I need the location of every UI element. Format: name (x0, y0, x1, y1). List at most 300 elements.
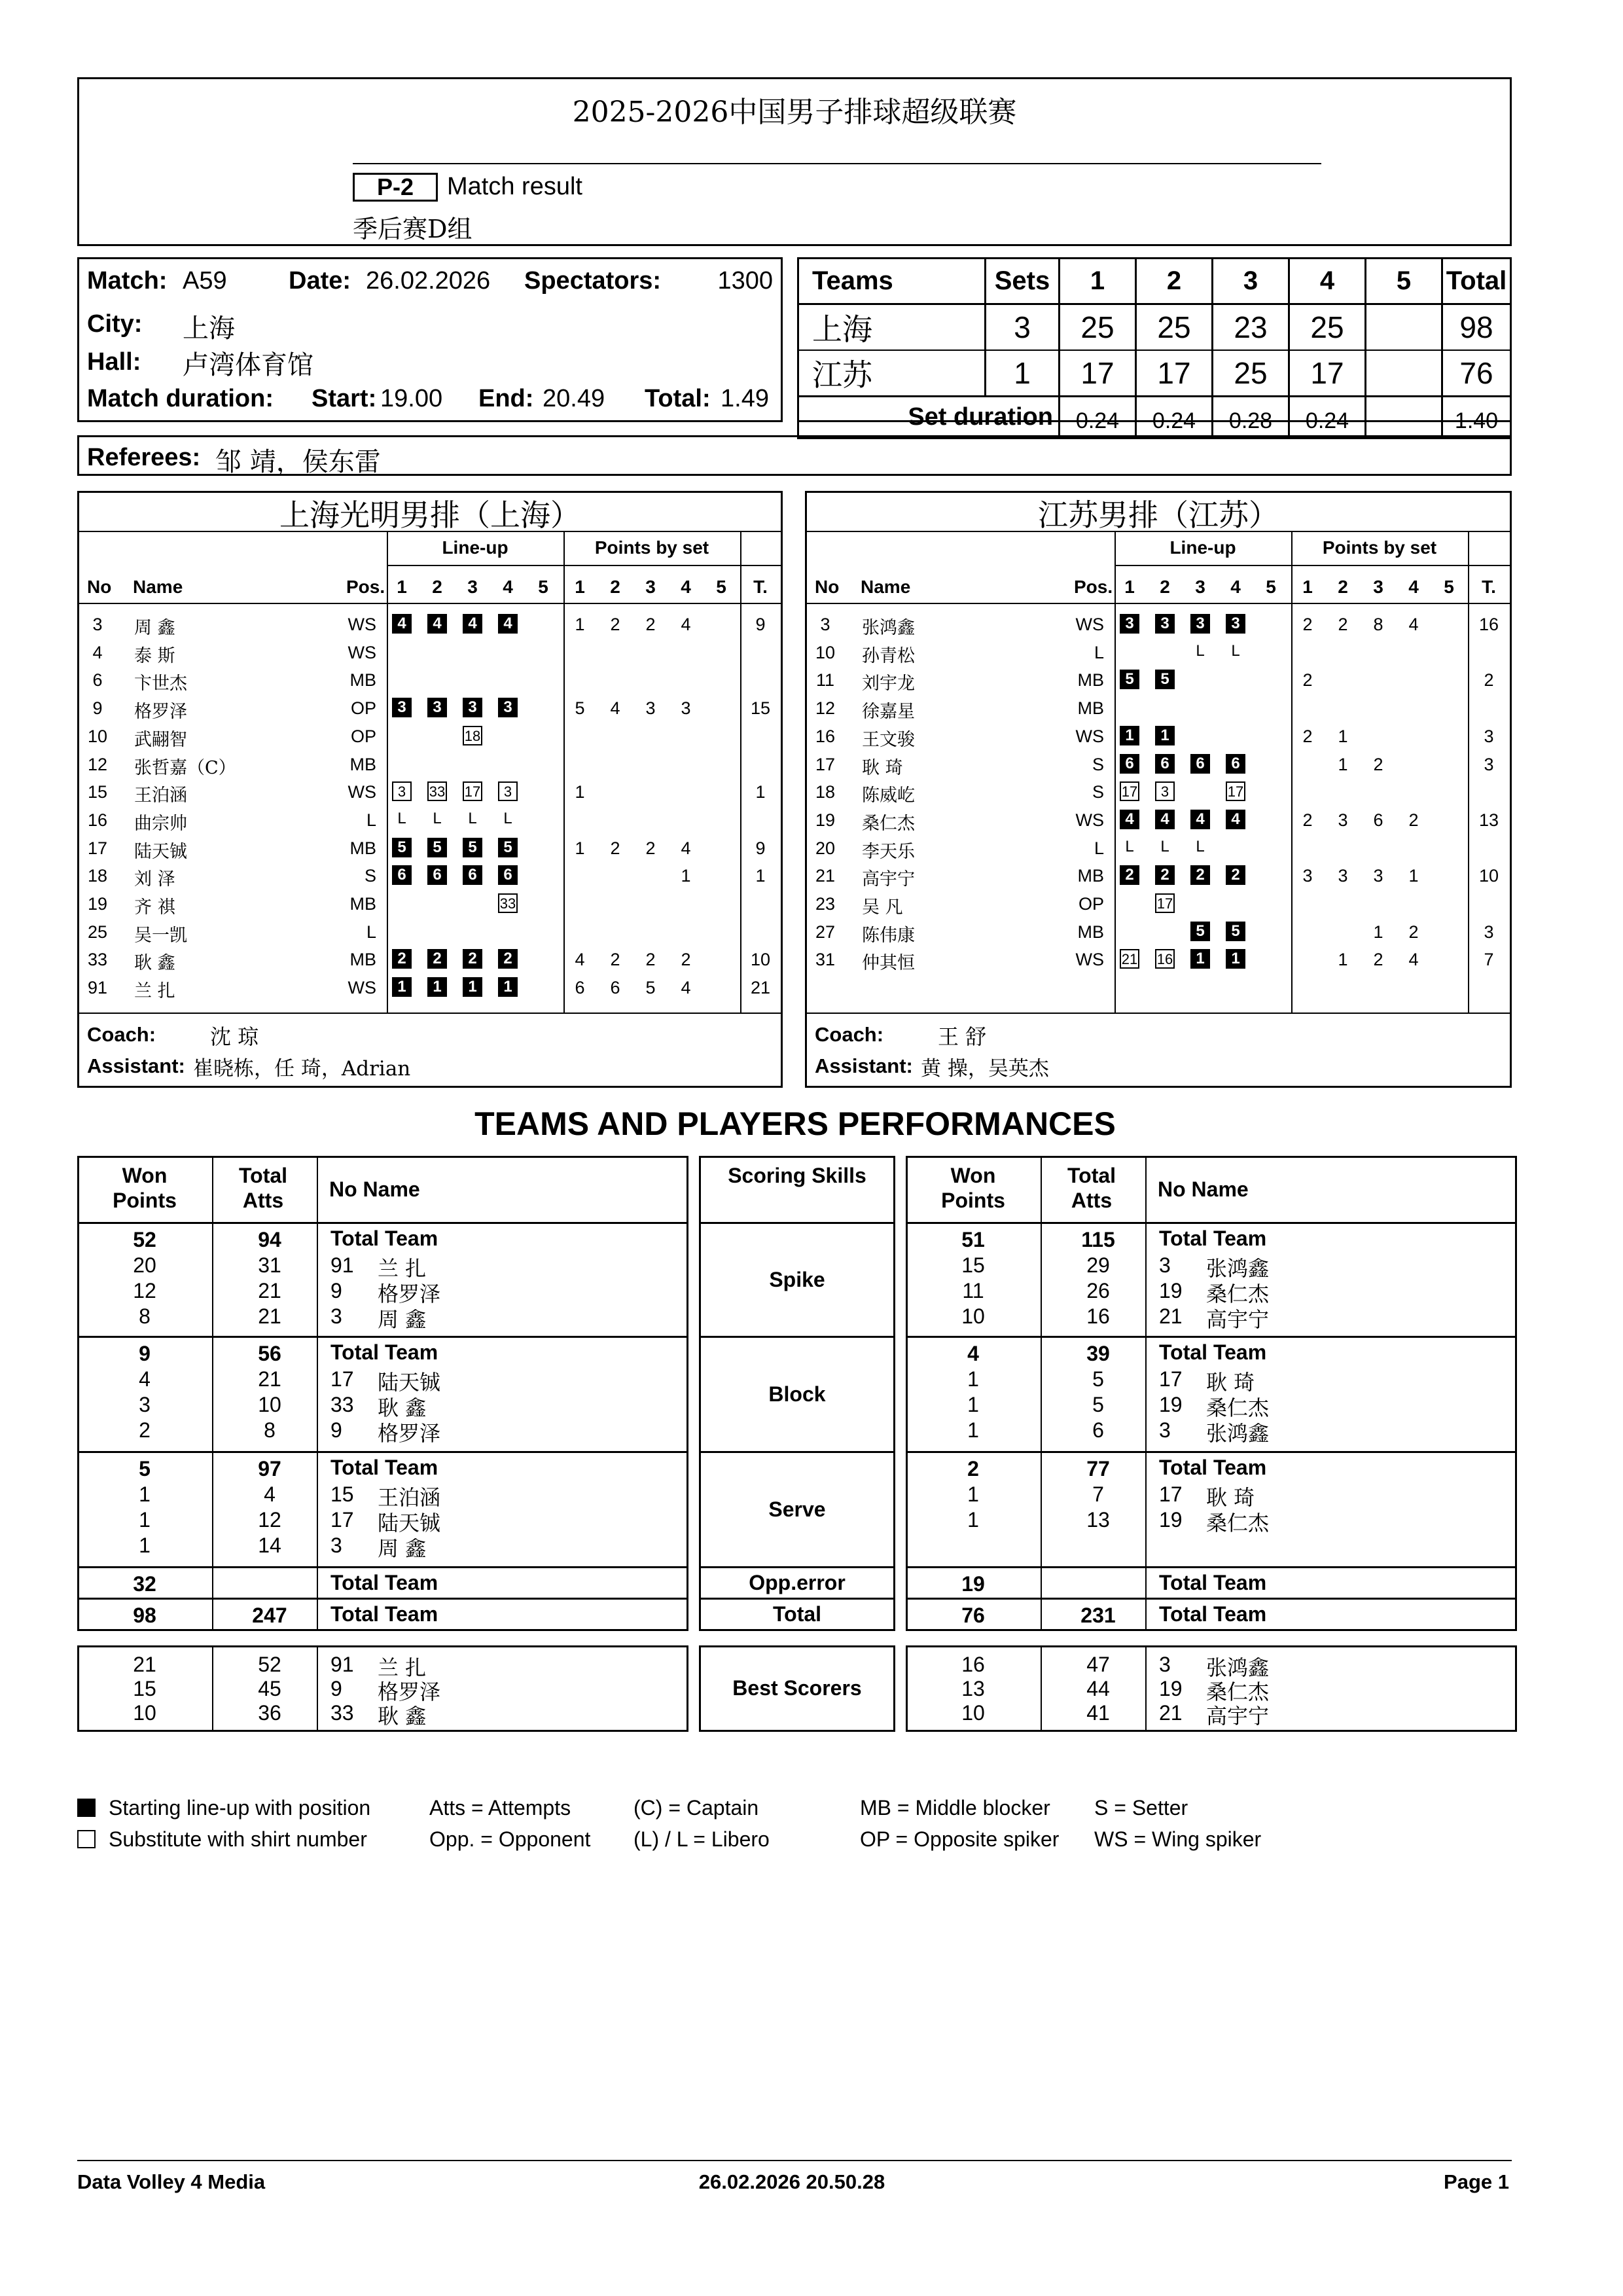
lineup-set-header: 2 (1160, 577, 1170, 597)
won-points: 21 (133, 1653, 156, 1676)
points-set-header: 3 (645, 577, 656, 597)
score-away-total: 76 (1442, 350, 1511, 397)
starting-position-box: 6 (427, 865, 447, 885)
set-points: 2 (1373, 950, 1383, 970)
set-points: 5 (575, 698, 585, 719)
player-number: 23 (815, 894, 836, 914)
player-row (79, 920, 781, 946)
score-home-set4: 25 (1289, 304, 1366, 351)
date-value: 26.02.2026 (366, 267, 491, 295)
player-total-points: 1 (755, 782, 766, 802)
libero-mark: L (503, 809, 512, 827)
total-atts: 247 (252, 1604, 287, 1627)
player-position: WS (1075, 726, 1104, 746)
points-set-header: 2 (1338, 577, 1348, 597)
starting-position-box: 3 (1120, 614, 1139, 634)
score-home-set3: 23 (1213, 304, 1289, 351)
player-name: 高宇宁 (1206, 1704, 1270, 1729)
player-row (79, 612, 781, 638)
pos-header: Pos. (1074, 577, 1113, 597)
starting-position-box: 2 (1190, 865, 1210, 885)
perf-rule (212, 1647, 213, 1730)
perf-rule (1041, 1158, 1042, 1629)
player-position: OP (350, 726, 376, 746)
player-number: 20 (815, 838, 836, 858)
player-total-points: 15 (750, 698, 771, 719)
player-number: 91 (330, 1253, 354, 1277)
player-number: 3 (1159, 1653, 1171, 1676)
player-total-points: 3 (1484, 922, 1494, 942)
score-sets-home: 3 (986, 304, 1060, 351)
won-points: 1 (967, 1482, 979, 1506)
starting-position-box: 1 (463, 977, 482, 997)
score-away-set1: 17 (1060, 350, 1136, 397)
score-team-home: 上海 (798, 304, 986, 351)
starting-position-box: 1 (1226, 949, 1245, 969)
score-header-set5: 5 (1366, 259, 1442, 304)
player-number: 3 (1159, 1418, 1171, 1442)
perf-rule (701, 1336, 893, 1338)
total-atts: 4 (264, 1482, 276, 1506)
team-away-roster (805, 491, 1512, 1088)
perf-grid (906, 1156, 1517, 1631)
player-row (79, 724, 781, 750)
player-number: 19 (1159, 1393, 1183, 1416)
player-name: 兰 扎 (378, 1256, 427, 1281)
best-scorers-grid (77, 1645, 688, 1732)
total-team-label: Total Team (330, 1227, 438, 1250)
set-duration-3: 0.28 (1213, 397, 1289, 439)
player-row (807, 668, 1510, 694)
referees-box (77, 435, 1512, 476)
player-name: 陈伟康 (862, 925, 915, 946)
roster-rule (79, 1013, 781, 1014)
player-row (807, 696, 1510, 722)
starting-position-box: 3 (498, 698, 518, 717)
set-points: 4 (681, 615, 691, 634)
lineup-set-header: 1 (1124, 577, 1135, 597)
legend-ws: WS = Wing spiker (1094, 1827, 1262, 1851)
score-table (797, 257, 1512, 439)
points-set-header: 1 (575, 577, 585, 597)
total-atts: 5 (1092, 1393, 1104, 1416)
starting-position-box: 6 (1120, 754, 1139, 774)
player-row (807, 920, 1510, 946)
player-number: 17 (1159, 1482, 1183, 1506)
player-row (807, 612, 1510, 638)
starting-position-box: 5 (463, 838, 482, 857)
perf-rule (908, 1222, 1515, 1224)
libero-mark: L (1196, 641, 1205, 660)
starting-position-box: 2 (498, 949, 518, 969)
player-number: 10 (815, 642, 836, 662)
starting-position-box: 1 (1190, 949, 1210, 969)
won-points-header: Won Points (941, 1164, 1005, 1212)
player-row (79, 975, 781, 1001)
set-duration-5 (1366, 397, 1442, 439)
player-row (79, 668, 781, 694)
player-total-points: 3 (1484, 726, 1494, 746)
set-points: 3 (681, 698, 691, 719)
set-points: 1 (1338, 754, 1348, 774)
set-points: 4 (575, 950, 585, 970)
won-points: 10 (133, 1701, 156, 1725)
set-points: 1 (575, 615, 585, 634)
lineup-set-header: 5 (1266, 577, 1276, 597)
lineup-header: Line-up (1169, 537, 1236, 558)
player-number: 19 (1159, 1508, 1183, 1532)
perf-rule (701, 1598, 893, 1600)
won-points: 2 (139, 1418, 151, 1442)
name-header: Name (133, 577, 183, 597)
set-points: 2 (1302, 810, 1313, 830)
player-name: 耿 琦 (862, 757, 903, 778)
player-position: S (1092, 782, 1104, 802)
player-total-points: 9 (755, 615, 766, 634)
player-number: 3 (330, 1534, 342, 1557)
player-total-points: 7 (1484, 950, 1494, 970)
player-position: WS (348, 782, 376, 802)
total-team-label: Total Team (1159, 1456, 1267, 1479)
player-position: L (1094, 642, 1104, 662)
player-number: 19 (815, 810, 836, 830)
won-points: 15 (133, 1677, 156, 1700)
substitute-box: 16 (1155, 949, 1175, 969)
roster-rule (807, 1013, 1510, 1014)
perf-rule (79, 1222, 687, 1224)
no-header: No (87, 577, 112, 597)
no-name-header: No Name (1158, 1177, 1249, 1201)
score-away-set5 (1366, 350, 1442, 397)
won-points: 4 (139, 1367, 151, 1391)
starting-position-box: 3 (427, 698, 447, 717)
hall-value: 卢湾体育馆 (183, 350, 313, 380)
player-row (807, 724, 1510, 750)
won-points: 1 (967, 1393, 979, 1416)
set-points: 6 (575, 978, 585, 998)
libero-mark: L (468, 809, 477, 827)
points-set-header: 4 (1408, 577, 1419, 597)
match-number: A59 (183, 267, 227, 295)
total-team-label: Total Team (330, 1456, 438, 1479)
won-points-header: Won Points (113, 1164, 177, 1212)
scoring-skills-header: Scoring Skills (728, 1164, 866, 1187)
player-name: 兰 扎 (378, 1655, 427, 1680)
lineup-header: Line-up (442, 537, 508, 558)
player-number: 33 (330, 1701, 354, 1725)
total-header: T. (753, 577, 768, 597)
team-name: 上海光明男排（上海） (279, 497, 580, 533)
set-points: 1 (1338, 950, 1348, 970)
score-header-set4: 4 (1289, 259, 1366, 304)
won-points: 1 (967, 1508, 979, 1532)
won-points: 19 (961, 1572, 985, 1596)
match-info-box (77, 257, 783, 422)
referees-label: Referees: (87, 444, 201, 471)
player-name: 耿 鑫 (134, 953, 175, 974)
player-name: 桑仁杰 (1206, 1282, 1270, 1306)
starting-position-box: 6 (463, 865, 482, 885)
total-atts: 14 (258, 1534, 281, 1557)
player-row (79, 836, 781, 862)
libero-mark: L (1231, 641, 1240, 660)
player-number: 19 (1159, 1677, 1183, 1700)
coach-label: Coach: (815, 1023, 884, 1046)
set-points: 5 (645, 978, 656, 998)
player-name: 吴一凯 (134, 925, 187, 946)
total-team-label: Total Team (1159, 1227, 1267, 1250)
set-points: 2 (645, 950, 656, 970)
starting-position-box: 2 (1226, 865, 1245, 885)
set-points: 3 (1338, 810, 1348, 830)
legend-s: S = Setter (1094, 1796, 1188, 1820)
best-scorers-grid (906, 1645, 1517, 1732)
player-row (807, 752, 1510, 778)
total-team-label: Total Team (1159, 1340, 1267, 1364)
total-atts: 10 (258, 1393, 281, 1416)
perf-rule (701, 1451, 893, 1453)
starting-position-box: 3 (463, 698, 482, 717)
total-atts: 77 (1086, 1457, 1110, 1480)
player-total-points: 9 (755, 838, 766, 858)
perf-rule (79, 1566, 687, 1568)
player-position: OP (350, 698, 376, 719)
starting-position-box: 6 (392, 865, 412, 885)
lineup-set-header: 1 (397, 577, 407, 597)
player-number: 16 (815, 726, 836, 746)
won-points: 13 (961, 1677, 985, 1700)
perf-rule (79, 1451, 687, 1453)
player-row (79, 696, 781, 722)
starting-position-box: 4 (392, 614, 412, 634)
legend-substitute-swatch (77, 1830, 96, 1848)
player-position: MB (1077, 866, 1104, 886)
player-name: 周 鑫 (378, 1536, 427, 1561)
won-points: 12 (133, 1279, 156, 1302)
start-label: Start: (312, 385, 377, 412)
player-name: 曲宗帅 (134, 813, 187, 834)
set-points: 2 (681, 950, 691, 970)
doc-code-box: P-2 (353, 173, 438, 202)
won-points: 8 (139, 1304, 151, 1328)
player-position: WS (348, 615, 376, 634)
substitute-box: 18 (463, 726, 482, 745)
player-number: 19 (1159, 1279, 1183, 1302)
player-name: 桑仁杰 (862, 813, 915, 834)
set-points: 4 (681, 838, 691, 858)
points-set-header: 3 (1373, 577, 1383, 597)
legend-substitute: Substitute with shirt number (109, 1827, 367, 1851)
player-number: 33 (330, 1393, 354, 1416)
player-name: 武翤智 (134, 729, 187, 750)
player-name: 桑仁杰 (1206, 1511, 1270, 1535)
substitute-box: 3 (498, 781, 518, 801)
set-points: 3 (1373, 866, 1383, 886)
set-points: 6 (610, 978, 620, 998)
total-atts: 94 (258, 1228, 281, 1251)
starting-position-box: 2 (392, 949, 412, 969)
player-name: 王泊涵 (378, 1485, 441, 1510)
set-points: 8 (1373, 615, 1383, 634)
starting-position-box: 5 (427, 838, 447, 857)
start-value: 19.00 (380, 385, 443, 412)
score-sets-away: 1 (986, 350, 1060, 397)
lineup-set-header: 3 (1195, 577, 1205, 597)
total-atts: 47 (1086, 1653, 1110, 1676)
player-number: 17 (1159, 1367, 1183, 1391)
score-header-total: Total (1442, 259, 1511, 304)
set-points: 4 (1408, 950, 1419, 970)
won-points: 1 (139, 1482, 151, 1506)
footer-center: 26.02.2026 20.50.28 (698, 2170, 885, 2193)
starting-position-box: 4 (1190, 810, 1210, 829)
total-atts: 115 (1081, 1228, 1115, 1251)
player-number: 3 (92, 615, 103, 634)
won-points: 3 (139, 1393, 151, 1416)
title-rule (353, 163, 1321, 164)
player-number: 33 (87, 950, 108, 970)
roster-rule (79, 531, 781, 532)
set-points: 2 (645, 615, 656, 634)
player-name: 陈威屹 (862, 785, 915, 806)
starting-position-box: 3 (392, 698, 412, 717)
player-number: 3 (1159, 1253, 1171, 1277)
total-atts: 29 (1086, 1253, 1110, 1277)
set-points: 1 (681, 866, 691, 886)
player-total-points: 13 (1478, 810, 1499, 830)
points-set-header: 2 (610, 577, 620, 597)
performances-title: TEAMS AND PLAYERS PERFORMANCES (474, 1105, 1116, 1142)
skill-serve: Serve (768, 1498, 826, 1521)
total-team-label: Total Team (330, 1571, 438, 1594)
player-row (79, 780, 781, 806)
player-name: 耿 琦 (1206, 1485, 1255, 1510)
starting-position-box: 4 (463, 614, 482, 634)
set-points: 1 (1373, 922, 1383, 942)
player-name: 张鸿鑫 (862, 618, 915, 638)
set-duration-label: Set duration (798, 397, 1060, 439)
set-points: 2 (1408, 922, 1419, 942)
set-duration-total: 1.40 (1442, 397, 1511, 439)
player-position: L (1094, 838, 1104, 858)
won-points: 11 (962, 1279, 984, 1302)
starting-position-box: 4 (498, 614, 518, 634)
referees-value: 邹 靖，侯东雷 (215, 447, 381, 477)
starting-position-box: 6 (1226, 754, 1245, 774)
libero-mark: L (1196, 837, 1205, 855)
skills-grid (699, 1156, 895, 1631)
starting-position-box: 4 (1120, 810, 1139, 829)
points-set-header: 5 (716, 577, 726, 597)
total-duration-label: Total: (645, 385, 711, 412)
skill-opp-error: Opp.error (749, 1571, 846, 1594)
total-duration-value: 1.49 (721, 385, 769, 412)
total-atts: 26 (1086, 1279, 1110, 1302)
player-position: S (1092, 754, 1104, 774)
player-position: L (366, 922, 376, 942)
assistant-names: 黄 操，吴英杰 (921, 1057, 1049, 1081)
won-points: 4 (967, 1342, 979, 1365)
total-atts: 36 (258, 1701, 281, 1725)
total-atts: 21 (258, 1304, 281, 1328)
player-name: 张哲嘉（C） (134, 757, 236, 778)
total-atts-header: Total Atts (238, 1164, 288, 1212)
won-points: 9 (139, 1342, 151, 1365)
player-position: OP (1078, 894, 1104, 914)
best-scorers-cell (699, 1645, 895, 1732)
legend-captain: (C) = Captain (633, 1796, 759, 1820)
total-atts: 6 (1092, 1418, 1104, 1442)
substitute-box: 21 (1120, 949, 1139, 969)
score-header-sets: Sets (986, 259, 1060, 304)
player-position: MB (349, 670, 376, 691)
match-label: Match: (87, 267, 168, 295)
starting-position-box: 5 (1120, 670, 1139, 689)
libero-mark: L (433, 809, 442, 827)
player-number: 9 (330, 1418, 342, 1442)
libero-mark: L (1160, 837, 1169, 855)
hall-label: Hall: (87, 348, 141, 376)
perf-rule (79, 1598, 687, 1600)
assistant-label: Assistant: (87, 1054, 185, 1077)
score-header-teams: Teams (798, 259, 986, 304)
score-header-set3: 3 (1213, 259, 1289, 304)
total-atts: 41 (1086, 1701, 1110, 1725)
substitute-box: 17 (1120, 781, 1139, 801)
set-points: 1 (1338, 726, 1348, 746)
libero-mark: L (397, 809, 406, 827)
starting-position-box: 2 (1155, 865, 1175, 885)
player-number: 4 (92, 642, 103, 662)
player-number: 9 (330, 1677, 342, 1700)
player-position: WS (1075, 950, 1104, 970)
player-number: 18 (87, 866, 108, 886)
score-away-set4: 17 (1289, 350, 1366, 397)
player-total-points: 10 (1478, 866, 1499, 886)
player-total-points: 10 (750, 950, 771, 970)
starting-position-box: 5 (498, 838, 518, 857)
total-atts: 31 (258, 1253, 281, 1277)
perf-rule (908, 1598, 1515, 1600)
name-header: Name (861, 577, 911, 597)
player-position: MB (349, 838, 376, 858)
legend-atts: Atts = Attempts (429, 1796, 571, 1820)
player-name: 兰 扎 (134, 981, 175, 1002)
starting-position-box: 2 (1120, 865, 1139, 885)
set-points: 1 (575, 838, 585, 858)
player-name: 刘 泽 (134, 869, 175, 890)
no-header: No (815, 577, 840, 597)
skill-total: Total (772, 1602, 822, 1626)
pos-header: Pos. (346, 577, 385, 597)
player-name: 耿 鑫 (378, 1704, 427, 1729)
page-title: 2025-2026中国男子排球超级联赛 (572, 96, 1017, 129)
perf-grid (77, 1156, 688, 1631)
city-label: City: (87, 310, 143, 338)
score-home-set5 (1366, 304, 1442, 351)
player-position: WS (348, 978, 376, 998)
player-number: 12 (815, 698, 836, 719)
won-points: 52 (133, 1228, 156, 1251)
score-home-set1: 25 (1060, 304, 1136, 351)
player-number: 16 (87, 810, 108, 830)
coach-label: Coach: (87, 1023, 156, 1046)
team-home-roster (77, 491, 783, 1088)
player-name: 周 鑫 (378, 1307, 427, 1332)
substitute-box: 33 (427, 781, 447, 801)
player-name: 陆天铖 (378, 1511, 441, 1535)
starting-position-box: 1 (392, 977, 412, 997)
